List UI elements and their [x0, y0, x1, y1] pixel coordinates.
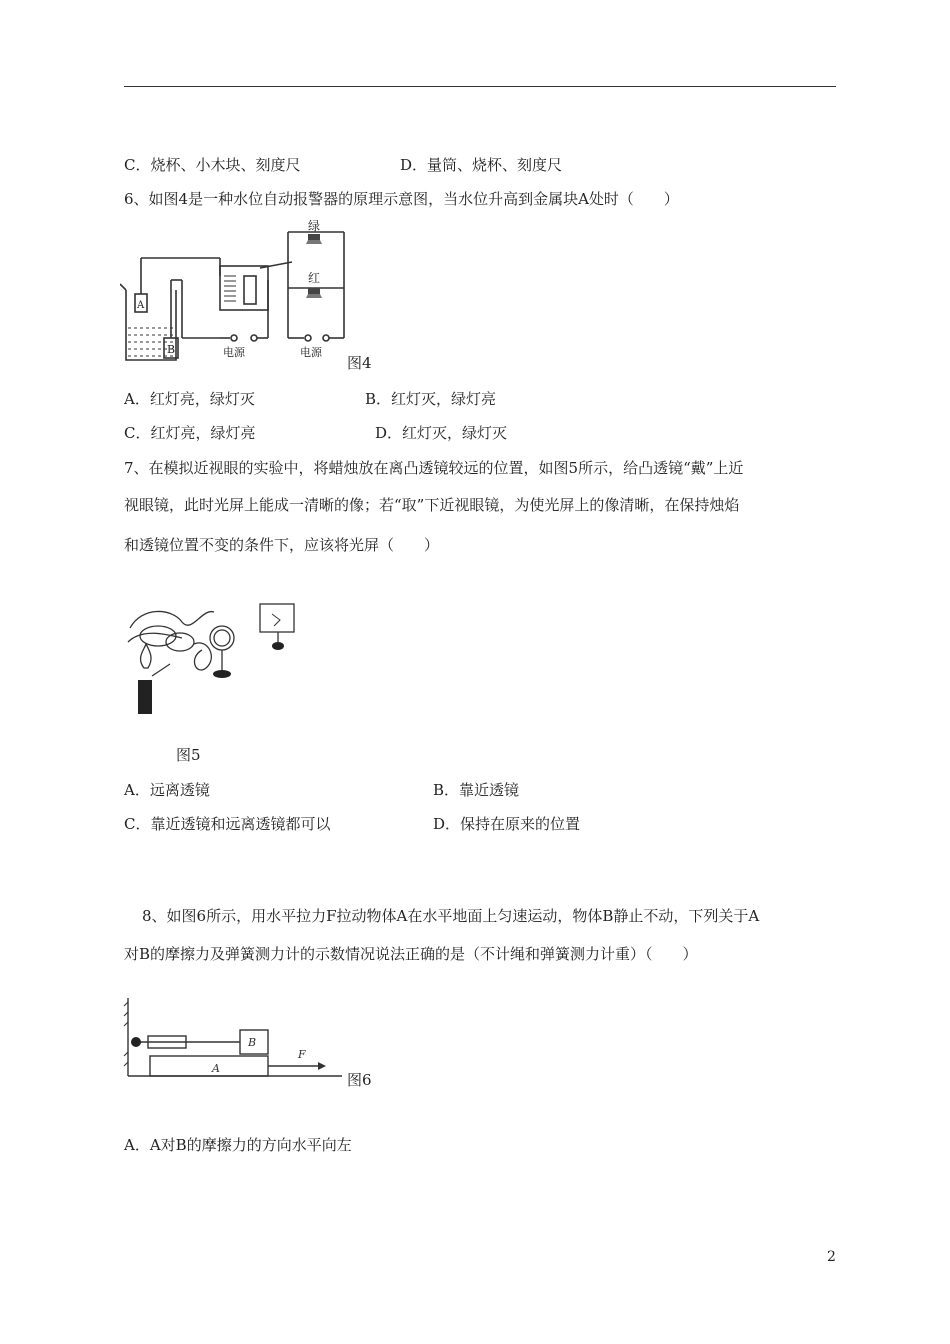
red-lamp-icon: [306, 288, 322, 298]
q7-option-c: C．靠近透镜和远离透镜都可以: [124, 815, 331, 833]
block-a: [150, 1056, 268, 1076]
candle-flame-icon: [141, 644, 152, 668]
figure-4-caption: 图4: [347, 354, 372, 372]
screen-base: [272, 642, 284, 650]
label-power-2: 电源: [300, 346, 322, 359]
coil: [224, 276, 236, 301]
page-number: 2: [827, 1249, 836, 1265]
label-b: B: [248, 1036, 257, 1049]
label-f: F: [298, 1048, 306, 1061]
q7-stem-line1: 7、在模拟近视眼的实验中，将蜡烛放在离凸透镜较远的位置，如图5所示，给凸透镜“戴”上近: [124, 459, 744, 477]
q7-stem-line3: 和透镜位置不变的条件下，应该将光屏（ ）: [124, 536, 440, 554]
q6-option-b: B．红灯灭，绿灯亮: [365, 390, 497, 408]
q6-option-c: C．红灯亮，绿灯亮: [124, 424, 256, 442]
power-terminal-2: [251, 335, 257, 341]
q7-stem-line2: 视眼镜，此时光屏上能成一清晰的像；若“取”下近视眼镜，为使光屏上的像清晰，在保持烛焰: [124, 496, 740, 514]
eyeglass-arm: [130, 611, 214, 628]
label-power-1: 电源: [223, 346, 245, 359]
power-terminal-4: [323, 335, 329, 341]
candle-body: [138, 680, 152, 714]
q7-option-d: D．保持在原来的位置: [433, 815, 581, 833]
label-red: 红: [308, 271, 321, 285]
wall-hook-icon: [131, 1037, 141, 1047]
green-lamp-icon: [306, 234, 322, 244]
q7-option-a: A．远离透镜: [124, 781, 210, 799]
q8-stem-line1: 8、如图6所示，用水平拉力F拉动物体A在水平地面上匀速运动，物体B静止不动，下列关于A: [142, 907, 760, 925]
figure-6-friction: [122, 996, 352, 1082]
q6-stem: 6、如图4是一种水位自动报警器的原理示意图，当水位升高到金属块A处时（ ）: [124, 190, 679, 208]
lens-base: [213, 670, 231, 678]
iron-core: [244, 276, 256, 304]
arrow-head-icon: [318, 1062, 326, 1070]
q5-option-d: D．量筒、烧杯、刻度尺: [400, 156, 563, 174]
q8-stem-line2: 对B的摩擦力及弹簧测力计的示数情况说法正确的是（不计绳和弹簧测力计重）（ ）: [124, 945, 698, 963]
q7-option-b: B．靠近透镜: [433, 781, 520, 799]
figure-4-circuit: [120, 218, 390, 370]
eyeglass-lens-2: [166, 633, 194, 651]
figure-6-caption: 图6: [347, 1071, 372, 1089]
q8-option-a: A．A对B的摩擦力的方向水平向左: [124, 1136, 352, 1154]
label-a: A: [212, 1062, 220, 1075]
figure-5-caption: 图5: [176, 746, 201, 764]
q6-option-a: A．红灯亮，绿灯灭: [124, 390, 255, 408]
label-b: B: [167, 343, 176, 356]
q5-option-c: C．烧杯、小木块、刻度尺: [124, 156, 301, 174]
power-terminal-1: [231, 335, 237, 341]
label-green: 绿: [308, 219, 321, 233]
power-terminal-3: [305, 335, 311, 341]
q6-option-d: D．红灯灭，绿灯灭: [375, 424, 508, 442]
figure-5-optics: [122, 598, 302, 720]
header-rule: [124, 86, 836, 87]
label-a: A: [137, 300, 145, 311]
